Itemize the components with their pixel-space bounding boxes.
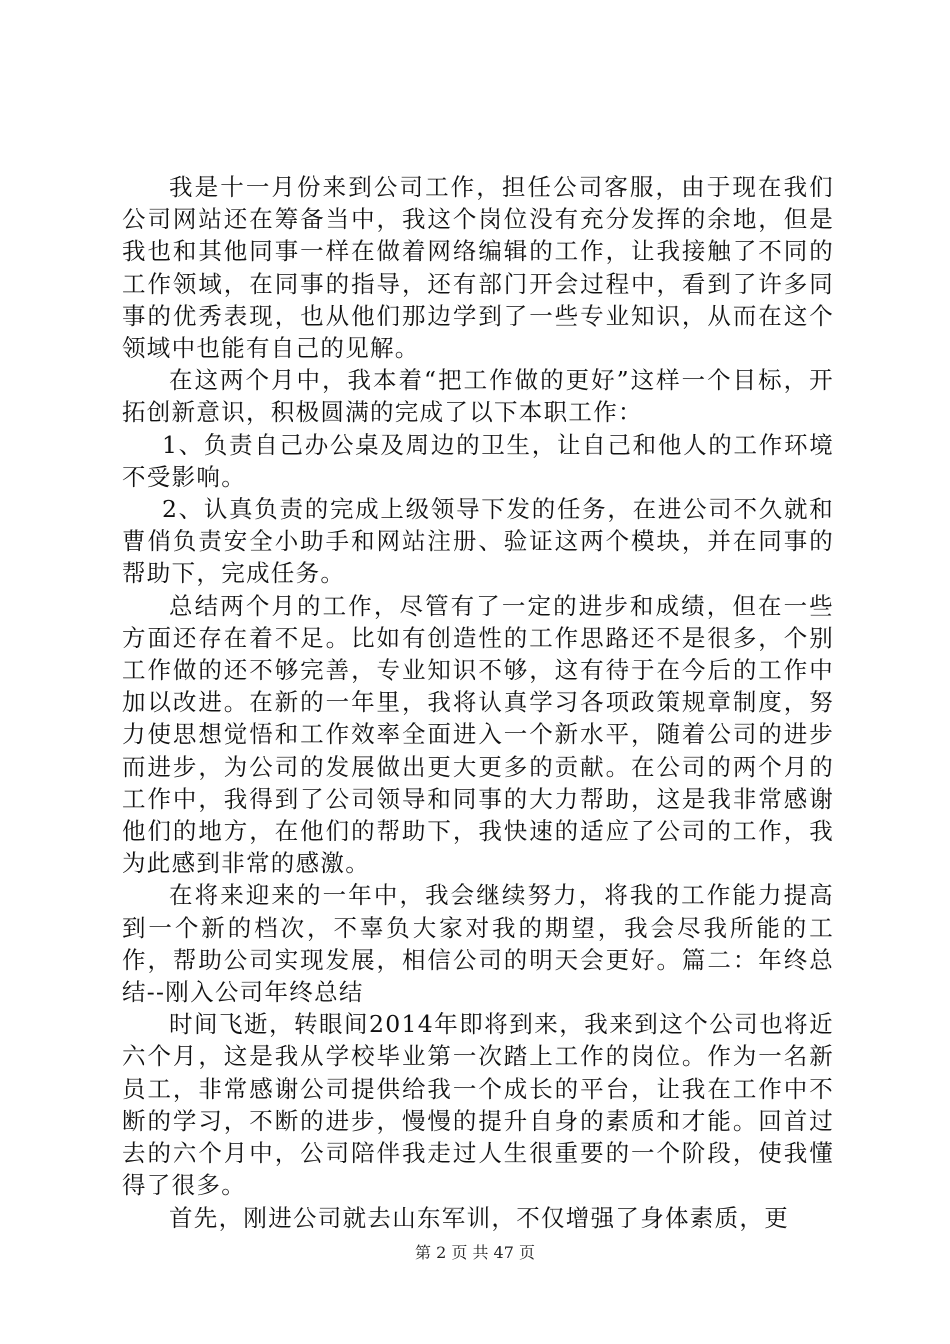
paragraph-item-1: 1、负责自己办公桌及周边的卫生，让自己和他人的工作环境不受影响。 [122,430,834,491]
paragraph-goal: 在这两个月中，我本着“把工作做的更好”这样一个目标，开拓创新意识，积极圆满的完成了以下本职工作： [122,366,834,427]
paragraph-time: 时间飞逝，转眼间2014年即将到来，我来到这个公司也将近六个月，这是我从学校毕业第一次踏上工作的岗位。作为一名新员工，非常感谢公司提供给我一个成长的平台，让我在工作中不断的学习，不断的进步，慢慢的提升自身的素质和才能。回首过去的六个月中，公司陪伴我走过人生很重要的一个阶段，使我懂得了很多。 [122,1010,834,1200]
paragraph-intro: 我是十一月份来到公司工作，担任公司客服，由于现在我们公司网站还在筹备当中，我这个岗位没有充分发挥的余地，但是我也和其他同事一样在做着网络编辑的工作，让我接触了不同的工作领域，在同事的指导，还有部门开会过程中，看到了许多同事的优秀表现，也从他们那边学到了一些专业知识，从而在这个领域中也能有自己的见解。 [122,173,834,363]
paragraph-summary: 总结两个月的工作，尽管有了一定的进步和成绩，但在一些方面还存在着不足。比如有创造性的工作思路还不是很多，个别工作做的还不够完善，专业知识不够，这有待于在今后的工作中加以改进。在新的一年里，我将认真学习各项政策规章制度，努力使思想觉悟和工作效率全面进入一个新水平，随着公司的进步而进步，为公司的发展做出更大更多的贡献。在公司的两个月的工作中，我得到了公司领导和同事的大力帮助，这是我非常感谢他们的地方，在他们的帮助下，我快速的适应了公司的工作，我为此感到非常的感激。 [122,591,834,878]
paragraph-item-2: 2、认真负责的完成上级领导下发的任务，在进公司不久就和曹俏负责安全小助手和网站注册、验证这两个模块，并在同事的帮助下，完成任务。 [122,495,834,588]
paragraph-first: 首先，刚进公司就去山东军训，不仅增强了身体素质，更 [169,1203,789,1232]
page-footer: 第 2 页 共 47 页 [415,1243,535,1262]
paragraph-outlook: 在将来迎来的一年中，我会继续努力，将我的工作能力提高到一个新的档次，不辜负大家对我的期望，我会尽我所能的工作，帮助公司实现发展，相信公司的明天会更好。篇二：年终总结--刚入公司年终总结 [122,881,834,1007]
document-body [122,171,834,1234]
